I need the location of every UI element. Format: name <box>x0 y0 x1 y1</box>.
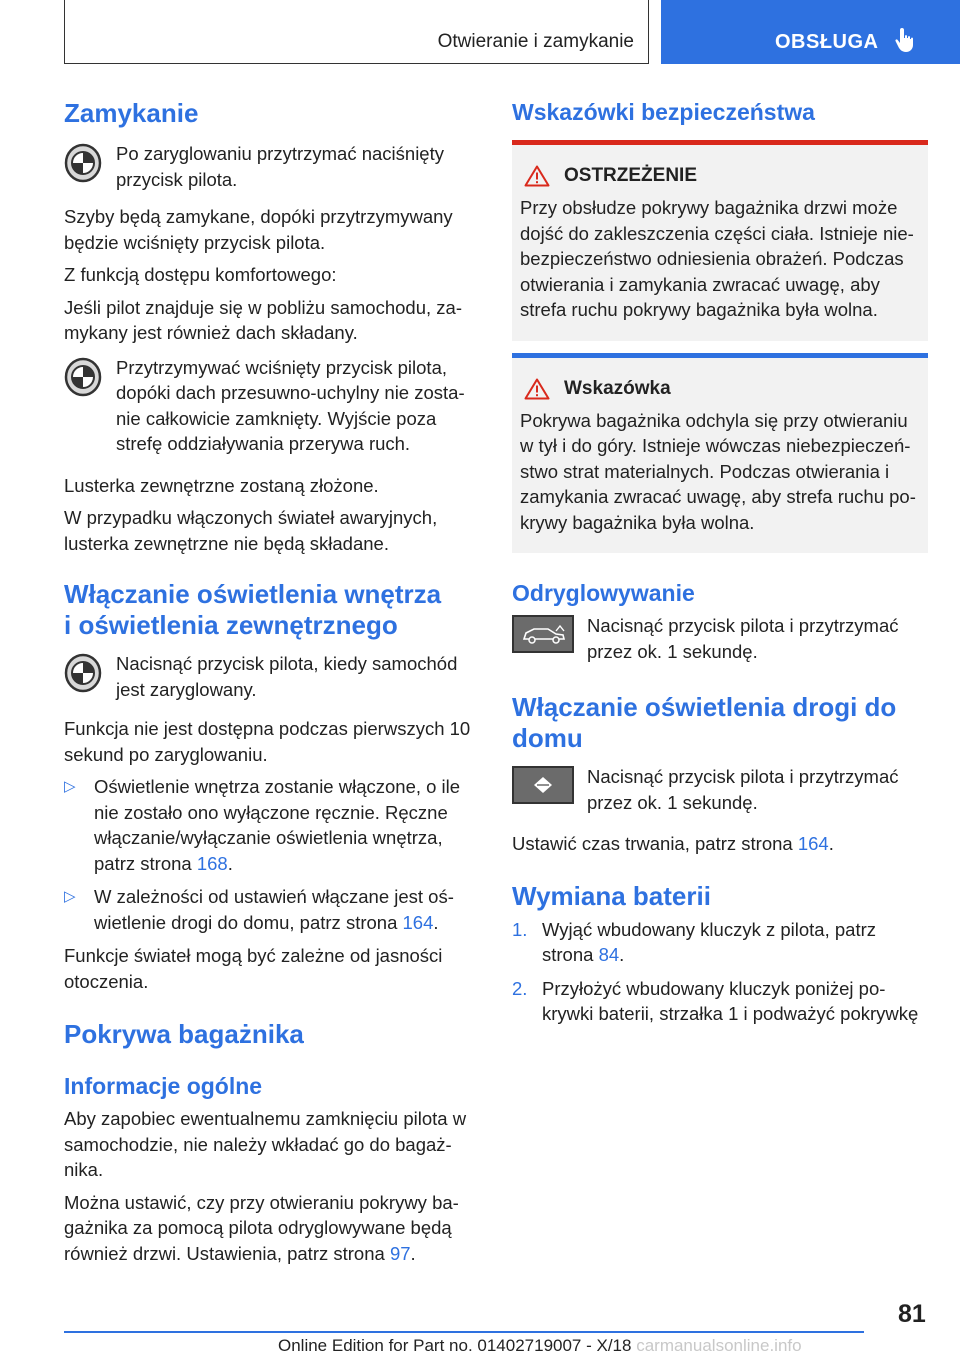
footer-edition: Online Edition for Part no. 01402719007 - X/18 carmanualsonline.info <box>278 1336 802 1355</box>
warning-text: Przy obsłudze pokrywy bagażnika drzwi może dojść do zakleszczenia części ciała. Istnieje niebezpieczeństwo odniesienia obrażeń. Podczas otwierania i zamykania zwracać uwagę, aby strefa ruchu pokrywy bagażnika była wolna. <box>520 197 914 320</box>
bmw-remote-key-icon <box>64 357 102 397</box>
text-dach-icon: Przytrzymywać wciśnięty przycisk pilota, dopóki dach przesuwno-uchylny nie zostanie całkowicie zamknięty. Wyjście poza strefę oddziaływania przerywa ruch. <box>116 356 465 454</box>
watermark: carmanualsonline.info <box>636 1336 802 1355</box>
page-link-97[interactable]: 97 <box>389 1242 411 1264</box>
heading-zamykanie: Zamykanie <box>64 98 199 128</box>
light-button-instruction <box>512 764 928 815</box>
header-chapter-box <box>64 0 649 64</box>
bmw-remote-key-icon <box>64 653 102 693</box>
remote-instruction-2 <box>64 355 478 457</box>
note-text: Pokrywa bagażnika odchyla się przy otwieraniu w tył i do góry. Istnieje wówczas niebezpieczeństwo strat materialnych. Podczas otwierania i zamykania zwracać uwagę, aby strefa ruchu pokrywy bagażnika była wolna. <box>520 409 916 533</box>
footer-divider <box>64 1331 864 1333</box>
paragraph: Z funkcją dostępu komfortowego: <box>64 264 337 285</box>
warning-triangle-icon <box>524 378 550 400</box>
trunk-button-instruction <box>512 613 928 664</box>
paragraph: Funkcje świateł mogą być zależne od jasności otoczenia. <box>64 945 443 992</box>
right-column <box>512 98 928 1027</box>
bullet-icon: ▷ <box>64 888 76 905</box>
step-number: 1. <box>512 918 528 940</box>
text-home-lights: Nacisnąć przycisk pilota i przytrzymać przez ok. 1 sekundę. <box>587 766 899 813</box>
heading-safety: Wskazówki bezpieczeństwa <box>512 99 815 125</box>
page-link-164[interactable]: 164 <box>402 911 434 933</box>
note-heading: Wskazówka <box>520 378 920 400</box>
warning-box <box>512 140 928 341</box>
bmw-remote-key-icon <box>64 143 102 183</box>
chapter-title: Otwieranie i zamykanie <box>437 31 634 52</box>
header-section-box <box>661 0 960 64</box>
page-link-84[interactable]: 84 <box>598 944 620 965</box>
note-box <box>512 353 928 554</box>
remote-instruction-1 <box>64 141 478 192</box>
heading-info: Informacje ogólne <box>64 1073 263 1099</box>
heading-battery: Wymiana baterii <box>512 880 711 911</box>
heading-trunk: Pokrywa bagażnika <box>64 1019 304 1049</box>
page-link-168[interactable]: 168 <box>196 852 228 874</box>
paragraph: Jeśli pilot znajduje się w pobliżu samochodu, zamykany jest również dach składany. <box>64 296 462 343</box>
paragraph: Funkcja nie jest dostępna podczas pierwszych 10 sekund po zaryglowaniu. <box>64 718 471 765</box>
heading-unlock: Odryglowywanie <box>512 580 695 606</box>
list-item: 1. Wyjąć wbudowany kluczyk z pilota, patrz strona 84. <box>512 918 876 965</box>
list-item: ▷ W zależności od ustawień włączane jest oświetlenie drogi do domu, patrz strona 164. <box>64 886 454 933</box>
light-button-icon <box>512 766 574 804</box>
text-zamykanie-icon: Po zaryglowaniu przytrzymać naciśnięty przycisk pilota. <box>116 143 444 190</box>
paragraph: Szyby będą zamykane, dopóki przytrzymywany będzie wciśnięty przycisk pilota. <box>64 206 453 253</box>
paragraph: Ustawić czas trwania, patrz strona 164. <box>512 833 834 854</box>
paragraph: Lusterka zewnętrzne zostaną złożone. <box>64 474 379 496</box>
paragraph: W przypadku włączonych świateł awaryjnych, lusterka zewnętrzne nie będą składane. <box>64 507 438 554</box>
step-number: 2. <box>512 977 528 999</box>
left-column <box>64 98 478 1266</box>
section-title: OBSŁUGA <box>775 31 879 53</box>
hand-pointer-icon <box>894 26 918 54</box>
list-item: ▷ Oświetlenie wnętrza zostanie włączone, o ile nie zostało ono wyłączone ręcznie. Ręczne włączanie/wyłączanie oświetlenia wnętrza, patrz strona 168. <box>64 776 461 874</box>
heading-home-lights: Włączanie oświetlenia drogi do domu <box>512 692 897 753</box>
bullet-icon: ▷ <box>64 778 76 795</box>
warning-triangle-icon <box>524 165 550 187</box>
list-item: 2. Przyłożyć wbudowany kluczyk poniżej pokrywki baterii, strzałka 1 i podważyć pokrywkę <box>512 977 919 1024</box>
car-trunk-button-icon <box>512 615 574 653</box>
paragraph: Można ustawić, czy przy otwieraniu pokrywy bagażnika za pomocą pilota odryglowywane będą również drzwi. Ustawienia, patrz strona 97. <box>64 1191 459 1264</box>
page-number: 81 <box>898 1300 926 1328</box>
heading-lights: Włączanie oświetlenia wnętrza i oświetlenia zewnętrznego <box>64 579 442 640</box>
remote-instruction-3 <box>64 651 478 702</box>
paragraph: Aby zapobiec ewentualnemu zamknięciu pilota w samochodzie, nie należy wkładać go do bagażnika. <box>64 1108 467 1180</box>
text-lights-icon: Nacisnąć przycisk pilota, kiedy samochód jest zaryglowany. <box>116 653 458 700</box>
warning-heading: OSTRZEŻENIE <box>520 165 920 187</box>
page-link-164[interactable]: 164 <box>797 833 829 854</box>
text-unlock: Nacisnąć przycisk pilota i przytrzymać przez ok. 1 sekundę. <box>587 615 899 662</box>
